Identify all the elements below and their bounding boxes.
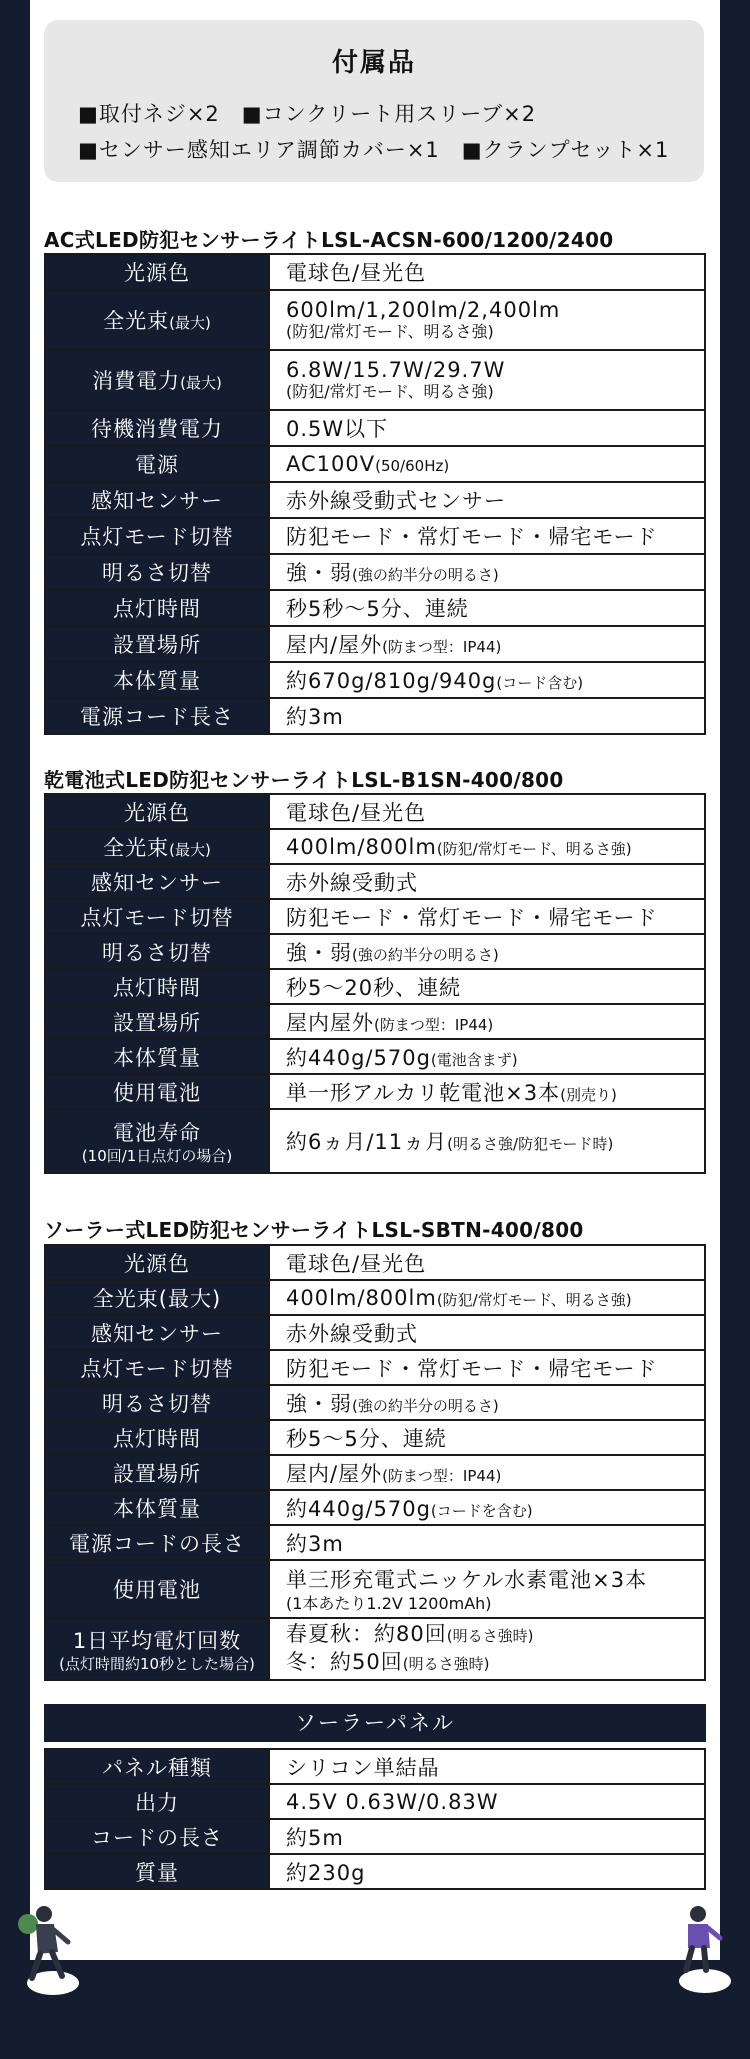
- spec-key: 点灯モード切替: [45, 518, 269, 554]
- spec-value-note: (コードを含む): [430, 1501, 533, 1520]
- spec-value-note: (防犯/常灯モード、明るさ強): [436, 1290, 632, 1309]
- table-row: [45, 1490, 705, 1525]
- spec-key: 光源色: [45, 254, 269, 290]
- spec-key: [45, 290, 269, 350]
- spec-value-note: (防犯/常灯モード、明るさ強): [286, 382, 494, 401]
- table-row: [45, 1420, 705, 1455]
- spec-key: コードの長さ: [45, 1819, 269, 1854]
- spec-value: 0.5W以下: [269, 410, 705, 446]
- spec-key-note: (最大): [169, 840, 211, 859]
- burglar-figure-icon: [14, 1902, 74, 1984]
- spec-key: 点灯時間: [45, 590, 269, 626]
- table-row: [45, 1004, 705, 1039]
- spec-key-main: 全光束: [103, 835, 170, 860]
- spec-value-main: 単一形アルカリ乾電池×3本: [286, 1080, 561, 1105]
- spec-value: [269, 446, 705, 482]
- spec-value-main: 約440g/570g: [286, 1045, 431, 1070]
- spec-value-note: (防まつ型：IP44): [382, 638, 502, 656]
- spec-value: 秒5秒～5分、連続: [269, 590, 705, 626]
- spec-key: 明るさ切替: [45, 1385, 269, 1420]
- panel-spec-table: [44, 1748, 706, 1890]
- table-row: [45, 1618, 705, 1680]
- spec-page: [30, 0, 720, 1960]
- table-row: [45, 1854, 705, 1889]
- table-row: [45, 1784, 705, 1819]
- table-row: [45, 626, 705, 662]
- table-row: [45, 1525, 705, 1560]
- spec-value: 秒5～5分、連続: [269, 1420, 705, 1455]
- spec-key: 出力: [45, 1784, 269, 1819]
- spec-value-note: (防犯/常灯モード、明るさ強): [436, 839, 632, 858]
- spec-key: 光源色: [45, 1245, 269, 1280]
- spec-value: 電球色/昼光色: [269, 794, 705, 829]
- spec-value: [269, 1455, 705, 1490]
- spec-value: 約5m: [269, 1819, 705, 1854]
- table-row: [45, 518, 705, 554]
- spec-key-main: 電池寿命: [113, 1121, 201, 1145]
- table-row: [45, 1245, 705, 1280]
- spec-value: [269, 290, 705, 350]
- table-row: [45, 1749, 705, 1784]
- spec-value: [269, 934, 705, 969]
- table-row: [45, 350, 705, 410]
- spec-key: [45, 350, 269, 410]
- spec-value-note: (明るさ強時): [402, 1655, 490, 1673]
- table-row: [45, 1039, 705, 1074]
- table-row: [45, 698, 705, 734]
- spec-value-main: 冬：約50回: [286, 1650, 403, 1674]
- spec-key: 感知センサー: [45, 482, 269, 518]
- spec-value-note: (別売り): [560, 1085, 617, 1104]
- table-row: [45, 482, 705, 518]
- spec-value-note: (強の約半分の明るさ): [352, 566, 499, 584]
- spec-value: [269, 1004, 705, 1039]
- person-figure-icon: [672, 1904, 724, 1976]
- ac-section-title: AC式LED防犯センサーライトLSL-ACSN-600/1200/2400: [44, 228, 614, 252]
- spec-value-main: 屋内/屋外: [286, 1461, 383, 1486]
- spec-value-note: (1本あたり1.2V 1200mAh): [286, 1594, 492, 1613]
- spec-key: 感知センサー: [45, 864, 269, 899]
- spec-key: 質量: [45, 1854, 269, 1889]
- spec-value-main: 単三形充電式ニッケル水素電池×3本: [286, 1568, 648, 1592]
- spec-value: 赤外線受動式: [269, 1315, 705, 1350]
- table-row: [45, 410, 705, 446]
- table-row: [45, 554, 705, 590]
- table-row: [45, 1350, 705, 1385]
- spec-key: 光源色: [45, 794, 269, 829]
- spec-value: [269, 1490, 705, 1525]
- spec-value: 電球色/昼光色: [269, 254, 705, 290]
- spec-value: [269, 626, 705, 662]
- table-row: [45, 290, 705, 350]
- spec-key: 待機消費電力: [45, 410, 269, 446]
- spec-value: 約230g: [269, 1854, 705, 1889]
- spec-value-note: (防まつ型：IP44): [374, 1015, 494, 1034]
- spec-value-note: (強の約半分の明るさ): [352, 1396, 499, 1415]
- battery-section-title: 乾電池式LED防犯センサーライトLSL-B1SN-400/800: [44, 768, 564, 792]
- spec-key: [45, 829, 269, 864]
- spec-value-main: 400lm/800lm: [286, 834, 437, 859]
- spec-value-main: 600lm/1,200lm/2,400lm: [286, 298, 561, 322]
- solar-spec-table: [44, 1244, 706, 1681]
- spec-value: [269, 554, 705, 590]
- spec-value: [269, 829, 705, 864]
- spec-value: 電球色/昼光色: [269, 1245, 705, 1280]
- table-row: [45, 794, 705, 829]
- spec-value-note: (コード含む): [496, 674, 584, 692]
- spec-value-main: AC100V: [286, 452, 376, 476]
- accessories-line-1: ■取付ネジ×2 ■コンクリート用スリーブ×2: [78, 102, 537, 126]
- spec-key: 明るさ切替: [45, 934, 269, 969]
- spec-value: 秒5～20秒、連続: [269, 969, 705, 1004]
- table-row: [45, 899, 705, 934]
- spec-value-note: (50/60Hz): [375, 457, 450, 475]
- spec-key: 本体質量: [45, 1490, 269, 1525]
- table-row: [45, 590, 705, 626]
- spec-key: 点灯モード切替: [45, 1350, 269, 1385]
- spec-value: 赤外線受動式センサー: [269, 482, 705, 518]
- spec-key-note: (最大): [180, 374, 222, 392]
- spec-key: 全光束(最大): [45, 1280, 269, 1315]
- table-row: [45, 446, 705, 482]
- spec-value: 防犯モード・常灯モード・帰宅モード: [269, 1350, 705, 1385]
- spec-key: パネル種類: [45, 1749, 269, 1784]
- spec-value-main: 屋内/屋外: [286, 633, 383, 657]
- table-row: [45, 969, 705, 1004]
- ac-spec-table: [44, 253, 706, 735]
- spec-value-main: 約6ヵ月/11ヵ月: [286, 1130, 448, 1154]
- spec-value-main: 春夏秋：約80回: [286, 1622, 447, 1646]
- spec-value: [269, 662, 705, 698]
- accessories-title: 付属品: [331, 48, 416, 78]
- spec-value-note: (明るさ強時): [446, 1627, 534, 1645]
- spec-value-note: (防まつ型：IP44): [382, 1466, 502, 1485]
- spec-value: シリコン単結晶: [269, 1749, 705, 1784]
- spec-key: [45, 1618, 269, 1680]
- spec-value: 約3m: [269, 698, 705, 734]
- solar-panel-heading: ソーラーパネル: [44, 1704, 706, 1742]
- spec-key: 設置場所: [45, 626, 269, 662]
- spec-key-main: 1日平均電灯回数: [72, 1629, 242, 1653]
- spec-key: 使用電池: [45, 1560, 269, 1618]
- spec-value-main: 6.8W/15.7W/29.7W: [286, 358, 506, 382]
- table-row: [45, 254, 705, 290]
- spec-value-main: 約440g/570g: [286, 1496, 431, 1521]
- spec-value: 約3m: [269, 1525, 705, 1560]
- spec-value: [269, 1618, 705, 1680]
- spec-value: 4.5V 0.63W/0.83W: [269, 1784, 705, 1819]
- spec-key: 電源: [45, 446, 269, 482]
- table-row: [45, 829, 705, 864]
- table-row: [45, 1385, 705, 1420]
- solar-section-title: ソーラー式LED防犯センサーライトLSL-SBTN-400/800: [44, 1218, 584, 1242]
- table-row: [45, 1560, 705, 1618]
- spec-key: 本体質量: [45, 1039, 269, 1074]
- spec-key: 点灯時間: [45, 969, 269, 1004]
- spec-key: 感知センサー: [45, 1315, 269, 1350]
- table-row: [45, 1109, 705, 1173]
- spec-key: 本体質量: [45, 662, 269, 698]
- spec-key-main: 消費電力: [92, 369, 181, 393]
- spec-value-main: 強・弱: [286, 940, 352, 965]
- table-row: [45, 1315, 705, 1350]
- spec-value-line-1: [286, 1621, 704, 1649]
- spec-value-note: (電池含まず): [430, 1050, 518, 1069]
- spec-key: 明るさ切替: [45, 554, 269, 590]
- table-row: [45, 1455, 705, 1490]
- table-row: [45, 1074, 705, 1109]
- spec-key-note: (点灯時間約10秒とした場合): [59, 1655, 255, 1673]
- table-row: [45, 1819, 705, 1854]
- spec-key: 設置場所: [45, 1004, 269, 1039]
- spec-value: [269, 1039, 705, 1074]
- table-row: [45, 662, 705, 698]
- spec-value-main: 強・弱: [286, 1391, 352, 1416]
- spec-value-main: 約670g/810g/940g: [286, 669, 497, 693]
- spec-value-line-2: [286, 1649, 704, 1677]
- spec-key: 点灯モード切替: [45, 899, 269, 934]
- spec-value: [269, 350, 705, 410]
- spec-value: [269, 1385, 705, 1420]
- table-row: [45, 864, 705, 899]
- spec-key: 電源コードの長さ: [45, 1525, 269, 1560]
- spec-key-main: 全光束: [103, 309, 170, 333]
- spec-value-note: (明るさ強/防犯モード時): [447, 1135, 614, 1153]
- spec-key: 電源コード長さ: [45, 698, 269, 734]
- spec-value: 赤外線受動式: [269, 864, 705, 899]
- spec-value: [269, 1109, 705, 1173]
- spec-key: 設置場所: [45, 1455, 269, 1490]
- spec-value-main: 屋内屋外: [286, 1010, 374, 1035]
- spec-key: 使用電池: [45, 1074, 269, 1109]
- spec-value-note: (防犯/常灯モード、明るさ強): [286, 322, 494, 341]
- table-row: [45, 1280, 705, 1315]
- spec-key-note: (10回/1日点灯の場合): [81, 1147, 233, 1165]
- spec-key: [45, 1109, 269, 1173]
- spec-value-main: 400lm/800lm: [286, 1285, 437, 1310]
- table-row: [45, 934, 705, 969]
- spec-value: [269, 1280, 705, 1315]
- accessories-line-2: ■センサー感知エリア調節カバー×1 ■クランプセット×1: [78, 138, 670, 162]
- spec-value: [269, 1560, 705, 1618]
- accessories-box: [44, 20, 704, 182]
- spec-value: [269, 1074, 705, 1109]
- spec-key-note: (最大): [169, 314, 211, 332]
- battery-spec-table: [44, 793, 706, 1174]
- spec-value: 防犯モード・常灯モード・帰宅モード: [269, 518, 705, 554]
- spec-value-main: 強・弱: [286, 561, 352, 585]
- spec-value-note: (強の約半分の明るさ): [352, 945, 499, 964]
- spec-key: 点灯時間: [45, 1420, 269, 1455]
- spec-value: 防犯モード・常灯モード・帰宅モード: [269, 899, 705, 934]
